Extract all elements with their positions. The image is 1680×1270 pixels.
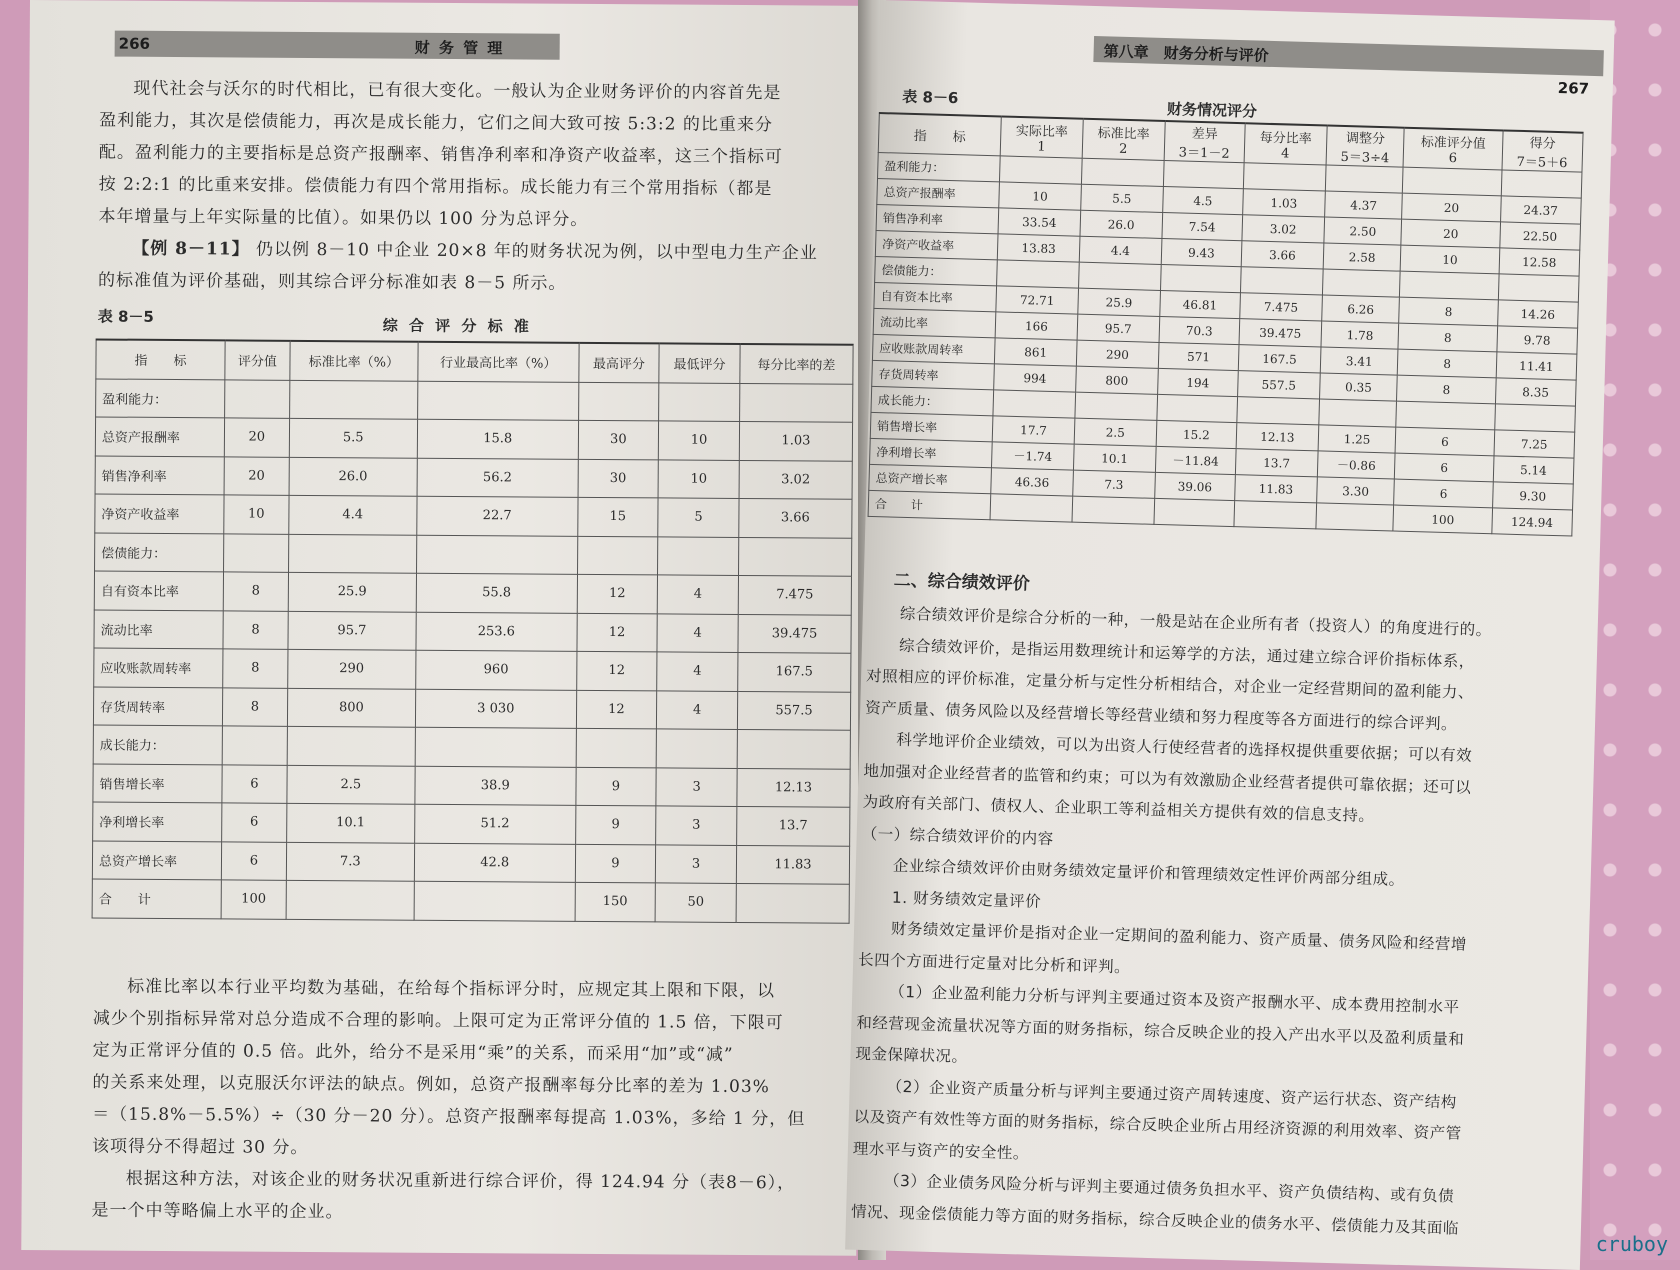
- value-cell: 7.3: [1073, 470, 1156, 498]
- value-cell: 0.35: [1319, 373, 1397, 401]
- value-cell: 11.83: [736, 845, 849, 884]
- row-label-cell: 成长能力：: [93, 725, 222, 764]
- value-cell: 10: [224, 495, 289, 534]
- value-cell: [1240, 267, 1323, 295]
- value-cell: 39.06: [1154, 472, 1235, 500]
- value-cell: 46.81: [1159, 290, 1240, 318]
- value-cell: 150: [575, 882, 656, 921]
- paragraph-line: 长四个方面进行定量对比分析和评判。: [857, 950, 1131, 976]
- row-label-cell: 盈利能力：: [878, 153, 1001, 182]
- paragraph-line: 盈利能力，其次是偿债能力，再次是成长能力，它们之间大致可按 5:3:2 的比重来分: [99, 110, 773, 136]
- row-label-cell: 总资产增长率: [869, 464, 992, 493]
- row-label-cell: 应收账款周转率: [872, 334, 995, 363]
- table-8-5-header-cell: 每分比率的差: [740, 344, 853, 384]
- paragraph-line: 本年增量与上年实际量的比值）。如果仍以 100 分为总评分。: [98, 206, 589, 230]
- value-cell: [1081, 158, 1164, 186]
- table-8-5-header-cell: 行业最高比率（%）: [418, 342, 579, 382]
- row-label-cell: 总资产增长率: [92, 840, 221, 879]
- value-cell: [1494, 404, 1575, 432]
- value-cell: 861: [994, 338, 1077, 366]
- value-cell: 800: [1076, 366, 1159, 394]
- value-cell: 253.6: [416, 612, 577, 652]
- value-cell: [416, 535, 577, 575]
- value-cell: 571: [1158, 342, 1239, 370]
- value-cell: 4: [657, 652, 738, 691]
- value-cell: 26.0: [1080, 210, 1163, 238]
- value-cell: [1400, 271, 1499, 300]
- value-cell: 70.3: [1159, 316, 1240, 344]
- value-cell: [578, 382, 659, 421]
- value-cell: [1319, 399, 1397, 427]
- table-row: [92, 879, 849, 923]
- row-label-cell: 总资产报酬率: [877, 179, 1000, 208]
- paragraph-line: 现代社会与沃尔的时代相比，已有很大变化。一般认为企业财务评价的内容首先是: [133, 78, 782, 104]
- value-cell: 8: [223, 687, 288, 726]
- value-cell: 12: [577, 574, 658, 613]
- row-label-cell: 自有资本比率: [94, 571, 223, 610]
- left-header-bar: [115, 31, 560, 60]
- paragraph-line: 减少个别指标异常对总分造成不合理的影响。上限可定为正常评分值的 1.5 倍，下限可: [92, 1008, 784, 1034]
- value-cell: 15.2: [1156, 420, 1237, 448]
- value-cell: 11.41: [1496, 352, 1577, 380]
- paragraph-line: 综合绩效评价，是指运用数理统计和运筹学的方法，通过建立综合评价指标体系，: [898, 636, 1476, 671]
- value-cell: 13.7: [737, 806, 850, 845]
- value-cell: 7.54: [1162, 212, 1243, 240]
- paragraph-line: 情况、现金偿债能力等方面的财务指标，综合反映企业的债务水平、偿债能力及其面临: [850, 1202, 1460, 1238]
- value-cell: [1154, 498, 1235, 526]
- value-cell: 42.8: [414, 843, 575, 883]
- value-cell: 10: [999, 182, 1082, 210]
- value-cell: 290: [287, 649, 416, 688]
- value-cell: 72.71: [996, 286, 1079, 314]
- value-cell: 25.9: [288, 572, 417, 611]
- value-cell: 557.5: [1238, 371, 1321, 399]
- table-8-5-title: 综 合 评 分 标 准: [382, 316, 532, 336]
- right-page-number: 267: [1557, 78, 1590, 98]
- value-cell: [658, 536, 739, 575]
- value-cell: [990, 494, 1073, 522]
- value-cell: 290: [1076, 340, 1159, 368]
- table-8-6-header-cell: 差异 3＝1－2: [1164, 121, 1245, 163]
- value-cell: 960: [416, 650, 577, 690]
- table-row: [93, 686, 850, 730]
- table-8-6-title: 财务情况评分: [1166, 100, 1258, 121]
- value-cell: 8: [1398, 323, 1497, 352]
- paragraph-line: 科学地评价企业绩效，可以为出资人行使经营者的选择权提供重要依据；可以有效: [896, 730, 1473, 765]
- value-cell: 3.02: [1242, 215, 1325, 243]
- value-cell: 20: [224, 418, 289, 457]
- value-cell: 3: [656, 844, 737, 883]
- value-cell: [1163, 160, 1244, 188]
- row-label-cell: 存货周转率: [872, 360, 995, 389]
- table-row: [93, 802, 850, 846]
- value-cell: 2.50: [1324, 217, 1402, 245]
- value-cell: [1072, 496, 1155, 524]
- row-label-cell: 销售净利率: [876, 204, 999, 233]
- value-cell: 25.9: [1078, 288, 1161, 316]
- value-cell: 7.475: [1240, 293, 1323, 321]
- value-cell: 9.43: [1161, 238, 1242, 266]
- value-cell: 22.50: [1499, 222, 1580, 250]
- value-cell: [288, 534, 417, 573]
- table-8-6-header-cell: 调整分 5＝3÷4: [1326, 126, 1405, 168]
- value-cell: 2.58: [1323, 243, 1401, 271]
- value-cell: 1.25: [1318, 425, 1396, 453]
- value-cell: 3: [656, 806, 737, 845]
- value-cell: [418, 381, 579, 421]
- value-cell: [738, 537, 851, 576]
- value-cell: [1501, 170, 1582, 198]
- value-cell: 6: [222, 803, 287, 842]
- paragraph-line: 标准比率以本行业平均数为基础，在给每个指标评分时，应规定其上限和下限，以: [127, 976, 776, 1002]
- value-cell: 2.5: [1074, 418, 1157, 446]
- value-cell: [1498, 274, 1579, 302]
- subsection-heading: 1. 财务绩效定量评价: [891, 888, 1042, 911]
- value-cell: 9.78: [1497, 326, 1578, 354]
- table-8-5-header-cell: 指 标: [96, 339, 225, 379]
- value-cell: 167.5: [1238, 345, 1321, 373]
- value-cell: 3.02: [739, 460, 852, 499]
- value-cell: [659, 382, 740, 421]
- left-page: [21, 0, 865, 1256]
- value-cell: 95.7: [288, 611, 417, 650]
- value-cell: －0.86: [1317, 451, 1395, 479]
- value-cell: 1.78: [1321, 321, 1399, 349]
- value-cell: 26.0: [289, 457, 418, 496]
- row-label-cell: 偿债能力：: [875, 256, 998, 285]
- paragraph-line: 资产质量、债务风险以及经营增长等经营业绩和努力程度等各方面进行的综合评判。: [864, 698, 1458, 733]
- value-cell: 9: [575, 844, 656, 883]
- paragraph-line: （1）企业盈利能力分析与评判主要通过资本及资产报酬水平、成本费用控制水平: [889, 982, 1460, 1017]
- value-cell: 55.8: [416, 573, 577, 613]
- value-cell: 30: [578, 459, 659, 498]
- value-cell: 124.94: [1491, 508, 1572, 536]
- value-cell: [1237, 397, 1320, 425]
- value-cell: 20: [1401, 219, 1500, 248]
- value-cell: 8: [223, 649, 288, 688]
- table-row: [95, 532, 852, 576]
- value-cell: 24.37: [1500, 196, 1581, 224]
- value-cell: 8: [1398, 349, 1497, 378]
- value-cell: 15: [577, 497, 658, 536]
- right-page: [845, 0, 1615, 1270]
- value-cell: －11.84: [1155, 446, 1236, 474]
- left-header-title: 财 务 管 理: [414, 38, 505, 58]
- table-8-6-label: 表 8－6: [902, 87, 959, 108]
- table-8-6-header-cell: 实际比率 1: [1000, 116, 1083, 158]
- value-cell: 10: [659, 421, 740, 460]
- value-cell: 7.475: [738, 575, 851, 614]
- table-8-5-header-row: [96, 339, 853, 383]
- value-cell: 1.03: [1243, 189, 1326, 217]
- value-cell: 10.1: [286, 803, 415, 842]
- row-label-cell: 成长能力：: [871, 386, 994, 415]
- value-cell: 3.66: [739, 498, 852, 537]
- value-cell: [1160, 264, 1241, 292]
- value-cell: [224, 533, 289, 572]
- value-cell: [993, 390, 1076, 418]
- value-cell: 8: [223, 610, 288, 649]
- row-label-cell: 存货周转率: [93, 686, 222, 725]
- value-cell: 8: [223, 572, 288, 611]
- value-cell: 100: [221, 880, 286, 919]
- value-cell: [1234, 501, 1317, 529]
- row-label-cell: 销售增长率: [870, 412, 993, 441]
- value-cell: 12: [576, 651, 657, 690]
- paragraph-line: 该项得分不得超过 30 分。: [91, 1136, 309, 1158]
- value-cell: [737, 729, 850, 768]
- paragraph-line: 配。盈利能力的主要指标是总资产报酬率、销售净利率和净资产收益率，这三个指标可: [98, 142, 783, 168]
- value-cell: [736, 883, 849, 922]
- value-cell: 2.5: [287, 765, 416, 804]
- paragraph-line: 为政府有关部门、债权人、企业职工等利益相关方提供有效的信息支持。: [862, 792, 1375, 826]
- value-cell: [1396, 401, 1495, 430]
- value-cell: 7.25: [1494, 430, 1575, 458]
- value-cell: 7.3: [286, 842, 415, 881]
- value-cell: 20: [224, 456, 289, 495]
- value-cell: [656, 729, 737, 768]
- paragraph-line: 以及资产有效性等方面的财务指标，综合反映企业所占用经济资源的利用效率、资产管: [853, 1107, 1462, 1143]
- value-cell: 9.30: [1492, 482, 1573, 510]
- value-cell: [1403, 167, 1502, 196]
- value-cell: [1243, 163, 1326, 191]
- right-body-text: [851, 598, 1583, 1248]
- value-cell: 15.8: [417, 419, 578, 459]
- value-cell: 5.14: [1493, 456, 1574, 484]
- row-label-cell: 流动比率: [94, 609, 223, 648]
- value-cell: 5: [658, 498, 739, 537]
- value-cell: 11.83: [1235, 475, 1318, 503]
- row-label-cell: 净资产收益率: [875, 230, 998, 259]
- value-cell: 4: [657, 690, 738, 729]
- table-row: [96, 378, 853, 422]
- table-row: [94, 571, 851, 615]
- paragraph-line: 是一个中等略偏上水平的企业。: [91, 1200, 344, 1223]
- table-row: [95, 494, 852, 538]
- value-cell: 39.475: [1239, 319, 1322, 347]
- value-cell: 994: [994, 364, 1077, 392]
- value-cell: 17.7: [992, 416, 1075, 444]
- right-header-title: 第八章 财务分析与评价: [1103, 42, 1269, 65]
- row-label-cell: 合 计: [868, 490, 991, 519]
- table-8-6: [868, 112, 1584, 537]
- value-cell: 9: [575, 805, 656, 844]
- value-cell: 56.2: [417, 458, 578, 498]
- value-cell: 800: [287, 688, 416, 727]
- value-cell: 14.26: [1497, 300, 1578, 328]
- value-cell: 3: [656, 767, 737, 806]
- paragraph-line: 的关系来处理，以克服沃尔评法的缺点。例如，总资产报酬率每分比率的差为 1.03%: [92, 1072, 770, 1098]
- value-cell: [576, 728, 657, 767]
- paragraph-line: 定为正常评分值的 0.5 倍。此外，给分不是采用“乘”的关系，而采用“加”或“减”: [92, 1040, 734, 1065]
- row-label-cell: 净资产收益率: [95, 494, 224, 533]
- value-cell: 4.4: [288, 495, 417, 534]
- paragraph-line: 和经营现金流量状况等方面的财务指标，综合反映企业的投入产出水平以及盈利质量和: [856, 1013, 1465, 1049]
- value-cell: 4.5: [1162, 186, 1243, 214]
- value-cell: 12.13: [1236, 423, 1319, 451]
- value-cell: 6.26: [1322, 295, 1400, 323]
- table-8-5-header-cell: 最高评分: [578, 343, 659, 383]
- value-cell: 6: [222, 764, 287, 803]
- value-cell: [1325, 165, 1403, 193]
- paragraph-line: ＝（15.8%－5.5%）÷（30 分－20 分）。总资产报酬率每提高 1.03%，多给 1 分，但: [92, 1104, 806, 1130]
- paragraph-line: 的标准值为评价基础，则其综合评分标准如表 8－5 所示。: [97, 270, 567, 294]
- row-label-cell: 盈利能力：: [96, 378, 225, 417]
- value-cell: 3.30: [1316, 477, 1394, 505]
- table-row: [92, 840, 849, 884]
- value-cell: 4: [657, 575, 738, 614]
- example-line: [98, 232, 858, 269]
- value-cell: 1.03: [739, 421, 852, 460]
- paragraph-line: 根据这种方法，对该企业的财务状况重新进行综合评价，得 124.94 分（表8－6），: [125, 1168, 796, 1194]
- table-8-5-header-cell: 评分值: [225, 340, 290, 379]
- table-row: [95, 455, 852, 499]
- row-label-cell: 偿债能力：: [95, 532, 224, 571]
- row-label-cell: 销售增长率: [93, 763, 222, 802]
- table-8-6-header-cell: 标准评分值 6: [1404, 128, 1503, 170]
- table-8-6-header-cell: 指 标: [878, 113, 1001, 156]
- value-cell: 20: [1402, 193, 1501, 222]
- value-cell: 30: [578, 420, 659, 459]
- value-cell: 3.66: [1241, 241, 1324, 269]
- paragraph-line: （2）企业资产质量分析与评判主要通过资产周转速度、资产运行状态、资产结构: [886, 1077, 1458, 1112]
- paragraph-line: 现金保障状况。: [855, 1044, 968, 1066]
- table-8-6-header-cell: 每分比率 4: [1244, 123, 1327, 165]
- value-cell: [225, 379, 290, 418]
- paragraph-line: 按 2:2:1 的比重来安排。偿债能力有四个常用指标。成长能力有三个常用指标（都是: [98, 174, 773, 200]
- value-cell: 10: [658, 459, 739, 498]
- value-cell: 9: [575, 767, 656, 806]
- example-label: 【例 8－11】: [132, 238, 250, 260]
- value-cell: [1078, 262, 1161, 290]
- paragraph-line: 企业综合绩效评价由财务绩效定量评价和管理绩效定性评价两部分组成。: [892, 856, 1405, 889]
- value-cell: [286, 880, 415, 919]
- value-cell: [287, 726, 416, 765]
- value-cell: 100: [1393, 505, 1492, 534]
- table-row: [95, 417, 852, 461]
- value-cell: 557.5: [737, 691, 850, 730]
- row-label-cell: 流动比率: [873, 308, 996, 337]
- value-cell: [1157, 394, 1238, 422]
- value-cell: [289, 380, 418, 419]
- right-header-bar: [1093, 36, 1604, 98]
- value-cell: 6: [1395, 453, 1494, 482]
- value-cell: 46.36: [991, 468, 1074, 496]
- value-cell: 4.4: [1079, 236, 1162, 264]
- value-cell: [1316, 503, 1394, 531]
- value-cell: 167.5: [738, 652, 851, 691]
- table-row: [94, 609, 851, 653]
- left-after-text: [91, 970, 853, 1231]
- value-cell: [1075, 392, 1158, 420]
- value-cell: 22.7: [417, 496, 578, 536]
- value-cell: [222, 726, 287, 765]
- value-cell: 8: [1399, 297, 1498, 326]
- row-label-cell: 销售净利率: [95, 455, 224, 494]
- value-cell: 12.13: [737, 768, 850, 807]
- value-cell: 13.7: [1235, 449, 1318, 477]
- row-label-cell: 净利增长率: [870, 438, 993, 467]
- value-cell: 6: [1394, 479, 1493, 508]
- paragraph-line: （3）企业债务风险分析与评判主要通过债务负担水平、资产负债结构、或有负债: [883, 1171, 1455, 1206]
- value-cell: 194: [1157, 368, 1238, 396]
- paragraph-line: 财务绩效定量评价是指对企业一定期间的盈利能力、资产质量、债务风险和经营增: [890, 919, 1468, 954]
- value-cell: [415, 727, 576, 767]
- value-cell: 8.35: [1495, 378, 1576, 406]
- value-cell: 12: [577, 613, 658, 652]
- table-row: [93, 725, 850, 769]
- value-cell: 166: [995, 312, 1078, 340]
- section-heading: 二、综合绩效评价: [893, 570, 1031, 595]
- value-cell: －1.74: [992, 442, 1075, 470]
- value-cell: 5.5: [1081, 184, 1164, 212]
- table-8-5-label: 表 8－5: [97, 307, 154, 326]
- paragraph-line: 对照相应的评价标准，定量分析与定性分析相结合，对企业一定经营期间的盈利能力、: [865, 666, 1475, 702]
- value-cell: 33.54: [998, 208, 1081, 236]
- paragraph-line: 地加强对企业经营者的监管和约束；可以为有效激励企业经营者提供可靠依据；还可以: [863, 761, 1472, 797]
- value-cell: 39.475: [738, 614, 851, 653]
- example-text: 仍以例 8－10 中企业 20×8 年的财务状况为例，以中型电力生产企业: [256, 239, 818, 264]
- value-cell: 13.83: [997, 234, 1080, 262]
- table-row: [93, 763, 850, 807]
- value-cell: 12: [576, 690, 657, 729]
- value-cell: [577, 536, 658, 575]
- value-cell: [740, 383, 853, 422]
- table-8-6-header-cell: 得分 7＝5＋6: [1502, 130, 1583, 172]
- value-cell: 38.9: [415, 766, 576, 806]
- left-page-number: 266: [118, 34, 151, 53]
- value-cell: 95.7: [1077, 314, 1160, 342]
- value-cell: 4.37: [1324, 191, 1402, 219]
- row-label-cell: 自有资本比率: [874, 282, 997, 311]
- value-cell: 10: [1401, 245, 1500, 274]
- row-label-cell: 合 计: [92, 879, 221, 918]
- table-8-5-header-cell: 标准比率（%）: [290, 341, 419, 381]
- row-label-cell: 净利增长率: [93, 802, 222, 841]
- value-cell: 6: [1396, 427, 1495, 456]
- value-cell: 12.58: [1499, 248, 1580, 276]
- table-row: [94, 648, 851, 692]
- row-label-cell: 总资产报酬率: [95, 417, 224, 456]
- table-8-6-header-cell: 标准比率 2: [1082, 119, 1165, 161]
- row-label-cell: 应收账款周转率: [94, 648, 223, 687]
- value-cell: 50: [655, 883, 736, 922]
- value-cell: [414, 881, 575, 921]
- value-cell: 3.41: [1320, 347, 1398, 375]
- value-cell: 8: [1397, 375, 1496, 404]
- subsection-heading: （一）综合绩效评价的内容: [861, 824, 1054, 848]
- value-cell: 6: [221, 841, 286, 880]
- value-cell: [1000, 156, 1083, 184]
- value-cell: 10.1: [1073, 444, 1156, 472]
- table-8-5-header-cell: 最低评分: [659, 343, 740, 383]
- value-cell: 4: [657, 613, 738, 652]
- value-cell: [1322, 269, 1400, 297]
- value-cell: 5.5: [289, 418, 418, 457]
- table-8-5: [92, 338, 854, 923]
- value-cell: 3 030: [415, 689, 576, 729]
- paragraph-line: 理水平与资产的安全性。: [852, 1139, 1030, 1163]
- value-cell: 51.2: [415, 804, 576, 844]
- value-cell: [997, 260, 1080, 288]
- paragraph-line: 综合绩效评价是综合分析的一种，一般是站在企业所有者（投资人）的角度进行的。: [899, 604, 1492, 640]
- watermark: cruboy: [1595, 1232, 1668, 1256]
- left-intro: [98, 72, 860, 301]
